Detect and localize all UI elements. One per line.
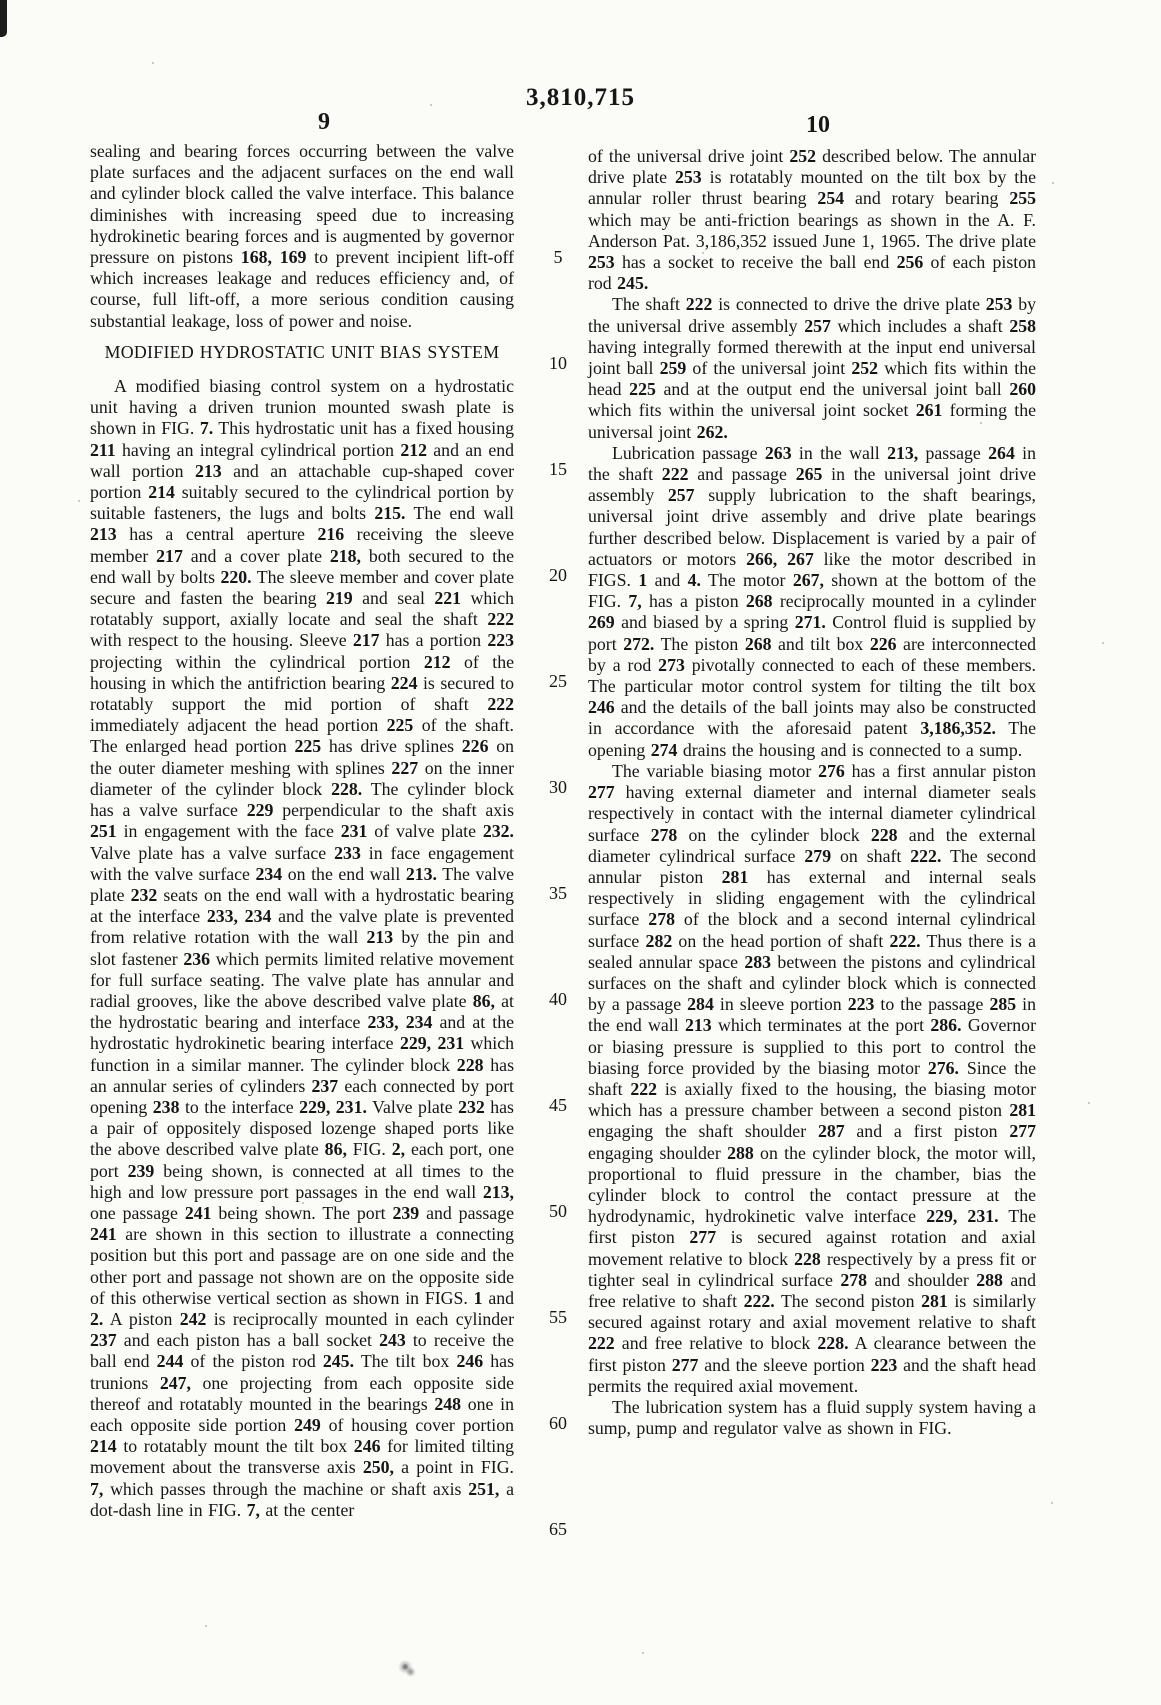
section-heading: MODIFIED HYDROSTATIC UNIT BIAS SYSTEM xyxy=(104,341,500,362)
paragraph: A modified biasing control system on a hydrostatic unit having a driven trunion mounted swash plate is shown in FIG. 7. This hydrostatic unit has a fixed housing 211 having an integral cylindrical portion 212 and an end wall portion 213 and an attachable cup-shaped cover portion 214 suitably secured to the cylindrical portion by suitable fasteners, the lugs and bolts 215. The end wall 213 has a central aperture 216 receiving the sleeve member 217 and a cover plate 218, both secured to the end wall by bolts 220. The sleeve member and cover plate secure and fasten the bearing 219 and seal 221 which rotatably support, axially locate and seal the shaft 222 with respect to the housing. Sleeve 217 has a portion 223 projecting within the cylindrical portion 212 of the housing in which the antifriction bearing 224 is secured to rotatably support the mid portion of shaft 222 immediately adjacent the head portion 225 of the shaft. The enlarged head portion 225 has drive splines 226 on the outer diameter meshing with splines 227 on the inner diameter of the cylinder block 228. The cylinder block has a valve surface 229 perpendicular to the shaft axis 251 in engagement with the face 231 of valve plate 232. Valve plate has a valve surface 233 in face engagement with the valve surface 234 on the end wall 213. The valve plate 232 seats on the end wall with a hydrostatic bearing at the interface 233, 234 and the valve plate is prevented from relative rotation with the wall 213 by the pin and slot fastener 236 which permits limited relative movement for full surface seating. The valve plate has annular and radial grooves, like the above described valve plate 86, at the hydrostatic bearing and interface 233, 234 and at the hydrostatic hydrokinetic bearing interface 229, 231 which function in a similar manner. The cylinder block 228 has an annular series of cylinders 237 each connected by port opening 238 to the interface 229, 231. Valve plate 232 has a pair of oppositely disposed lozenge shaped ports like the above described valve plate 86, FIG. 2, each port, one port 239 being shown, is connected at all times to the high and low pressure port passages in the end wall 213, one passage 241 being shown. The port 239 and passage 241 are shown in this section to illustrate a connecting position but this port and passage are on one side and the other port and passage not shown are on the opposite side of this otherwise vertical section as shown in FIGS. 1 and 2. A piston 242 is reciprocally mounted in each cylinder 237 and each piston has a ball socket 243 to receive the ball end 244 of the piston rod 245. The tilt box 246 has trunions 247, one projecting from each opposite side thereof and rotatably mounted in the bearings 248 one in each opposite side portion 249 of housing cover portion 214 to rotatably mount the tilt box 246 for limited tilting movement about the transverse axis 250, a point in FIG. 7, which passes through the machine or shaft axis 251, a dot-dash line in FIG. 7, at the center xyxy=(90,376,515,1520)
right-column xyxy=(588,146,1036,1439)
scan-speckle xyxy=(980,422,982,424)
scan-speckle xyxy=(152,62,154,64)
paragraph: The variable biasing motor 276 has a first annular piston 277 having external diameter and internal diameter seals respectively in contact with the internal diameter cylindrical surface 278 on the cylinder block 228 and the external diameter cylindrical surface 279 on shaft 222. The second annular piston 281 has external and internal seals respectively in sliding engagement with the cylindrical surface 278 of the block and a second internal cylindrical surface 282 on the head portion of shaft 222. Thus there is a sealed annular space 283 between the pistons and cylindrical surfaces on the shaft and cylinder block which is connected by a passage 284 in sleeve portion 223 to the passage 285 in the end wall 213 which terminates at the port 286. Governor or biasing pressure is supplied to this port to control the biasing force provided by the biasing motor 276. Since the shaft 222 is axially fixed to the housing, the biasing motor which has a pressure chamber between a second piston 281 engaging the shaft shoulder 287 and a first piston 277 engaging shoulder 288 on the cylinder block, the motor will, proportional to fluid pressure in the chamber, bias the cylinder block to control the contact pressure at the hydrodynamic, hydrokinetic valve interface 229, 231. The first piston 277 is secured against rotation and axial movement relative to block 228 respectively by a press fit or tighter seal in cylindrical surface 278 and shoulder 288 and free relative to shaft 222. The second piston 281 is similarly secured against rotary and axial movement relative to shaft 222 and free relative to block 228. A clearance between the first piston 277 and the sleeve portion 223 and the shaft head permits the required axial movement. xyxy=(588,760,1037,1396)
column-number-left: 9 xyxy=(318,109,330,135)
scan-speckle xyxy=(302,1202,304,1204)
gutter-line-number: 55 xyxy=(549,1307,567,1327)
gutter-line-number: 15 xyxy=(549,459,567,479)
scan-corner-mark xyxy=(0,0,7,37)
gutter-line-number: 5 xyxy=(553,247,563,267)
scan-speckle xyxy=(205,1625,207,1627)
gutter-line-number: 50 xyxy=(549,1201,567,1221)
gutter-line-number: 45 xyxy=(549,1095,567,1115)
scan-smudge xyxy=(398,1660,416,1677)
gutter-line-number: 10 xyxy=(549,353,567,373)
gutter-line-number: 35 xyxy=(549,883,567,903)
scan-speckle xyxy=(1102,642,1104,644)
paragraph: The lubrication system has a fluid supply system having a sump, pump and regulator valve as shown in FIG. xyxy=(588,1396,1036,1439)
gutter-line-number: 30 xyxy=(549,777,567,797)
scan-speckle xyxy=(78,500,80,502)
gutter-line-number: 25 xyxy=(549,671,567,691)
patent-number: 3,810,715 xyxy=(526,84,635,111)
paragraph: sealing and bearing forces occurring between the valve plate surfaces and the adjacent surfaces on the end wall and cylinder block called the valve interface. This balance diminishes with increasing speed due to increasing hydrokinetic bearing forces and is augmented by governor pressure on pistons 168, 169 to prevent incipient lift-off which increases leakage and reduces efficiency and, of course, full lift-off, a more serious condition causing substantial leakage, loss of power and noise. xyxy=(90,141,514,331)
gutter-line-number: 65 xyxy=(549,1519,567,1539)
gutter-line-number: 40 xyxy=(549,989,567,1009)
scan-speckle xyxy=(430,104,432,106)
scan-speckle xyxy=(1051,1502,1053,1504)
scan-speckle xyxy=(642,1652,644,1654)
scan-speckle xyxy=(702,252,704,254)
scan-speckle xyxy=(1052,182,1054,184)
left-column xyxy=(90,141,514,1521)
gutter-line-number: 60 xyxy=(549,1413,567,1433)
paragraph: of the universal drive joint 252 described below. The annular drive plate 253 is rotatably mounted on the tilt box by the annular roller thrust bearing 254 and rotary bearing 255 which may be anti-friction bearings as shown in the A. F. Anderson Pat. 3,186,352 issued June 1, 1965. The drive plate 253 has a socket to receive the ball end 256 of each piston rod 245. xyxy=(588,146,1037,294)
scan-speckle xyxy=(1088,1102,1090,1104)
paragraph: Lubrication passage 263 in the wall 213, passage 264 in the shaft 222 and passage 265 in the universal joint drive assembly 257 supply lubrication to the shaft bearings, universal joint drive assembly and drive plate bearings further described below. Displacement is varied by a pair of actuators or motors 266, 267 like the motor described in FIGS. 1 and 4. The motor 267, shown at the bottom of the FIG. 7, has a piston 268 reciprocally mounted in a cylinder 269 and biased by a spring 271. Control fluid is supplied by port 272. The piston 268 and tilt box 226 are interconnected by a rod 273 pivotally connected to each of these members. The particular motor control system for tilting the tilt box 246 and the details of the ball joints may also be constructed in accordance with the aforesaid patent 3,186,352. The opening 274 drains the housing and is connected to a sump. xyxy=(588,442,1037,760)
paragraph: The shaft 222 is connected to drive the drive plate 253 by the universal drive assembly 257 which includes a shaft 258 having integrally formed therewith at the input end universal joint ball 259 of the universal joint 252 which fits within the head 225 and at the output end the universal joint ball 260 which fits within the universal joint socket 261 forming the universal joint 262. xyxy=(588,294,1037,442)
gutter-line-number: 20 xyxy=(549,565,567,585)
column-number-right: 10 xyxy=(806,112,830,138)
